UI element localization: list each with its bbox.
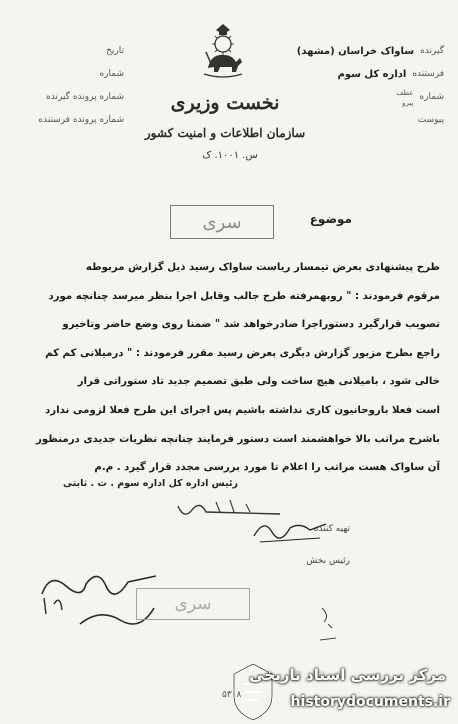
body-line: باشرح مراتب بالا خواهشمند است دستور فرمایند چنانچه نظریات جدیدی درمنظور (36, 433, 440, 445)
archive-watermark (228, 662, 456, 724)
lion-and-sun-emblem (200, 22, 246, 78)
attachment-label: پیوست (417, 115, 444, 125)
body-line: آن ساواک هست مراتب را اعلام تا مورد بررسی مجدد قرار گیرد . م.م (94, 462, 440, 474)
body-line: تصویب قرارگیرد دستوراجرا صادرخواهد شد " ضمنا روی وضع حاضر وتاخیرو (62, 319, 440, 331)
handwritten-initial (318, 604, 338, 642)
header-left-fields (14, 40, 124, 132)
subject-label: موضوع (309, 212, 352, 226)
number-annotation-ref: عطف (396, 89, 414, 97)
body-line: راجع بطرح مزبور گزارش دیگری بعرض رسید مقرر فرمودند : " درمیلانی کم کم (45, 347, 440, 359)
left-number-label: شماره (99, 69, 124, 79)
archive-url: historydocuments.ir (290, 694, 450, 710)
signature-line: رئیس اداره کل اداره سوم . ث . ثابتی (63, 478, 238, 489)
recipient-value: ساواک خراسان (مشهد) (296, 46, 415, 57)
header-right-fields (294, 40, 444, 132)
letter-body (20, 254, 440, 483)
number-label: شماره (419, 92, 444, 102)
archive-name: مرکز بررسی اسناد تاریخی (249, 666, 446, 684)
classification-text-bottom: سری (174, 594, 212, 614)
preparer-handwritten-date (250, 512, 330, 546)
classification-text-top: سری (202, 211, 242, 233)
body-line: خالی شود ، بامیلانی هیچ ساخت ولی طبق تصمیم جدید تاد ستوراتی قرار (77, 376, 440, 388)
recipient-file-label: شماره پرونده گیرنده (46, 92, 124, 102)
number-annotation-follow: پیرو (402, 99, 414, 107)
prepared-by-label: تهیه کننده (313, 524, 350, 534)
recipient-label: گیرنده (420, 46, 444, 56)
date-label: تاریخ (106, 46, 124, 56)
body-line: مرقوم فرمودند : " روبهمرفته طرح جالب وقابل اجرا بنظر میرسد چنانچه مورد (48, 290, 440, 302)
prime-ministry-title: نخست وزیری (170, 92, 280, 114)
organization-title: سازمان اطلاعات و امنیت کشور (144, 126, 306, 140)
document-code: ۵۳۰۸ (222, 690, 242, 700)
body-line: طرح پیشنهادی بعرض تیمسار ریاست ساواک رسید ذیل گزارش مربوطه (85, 262, 440, 273)
body-line: است فعلا باروحانیون کاری نداشته باشیم پس اجرای این طرح فعلا لزومی ندارد (45, 404, 440, 416)
section-head-label: رئیس بخش (306, 556, 350, 566)
sender-file-label: شماره پرونده فرستنده (38, 115, 124, 125)
sender-value: اداره کل سوم (337, 69, 407, 80)
classification-stamp-top (170, 205, 274, 239)
classification-stamp-bottom (136, 588, 250, 620)
reference-number: س. ۱۰۰۱. ک (202, 150, 258, 161)
sender-label: فرستنده (412, 69, 444, 79)
